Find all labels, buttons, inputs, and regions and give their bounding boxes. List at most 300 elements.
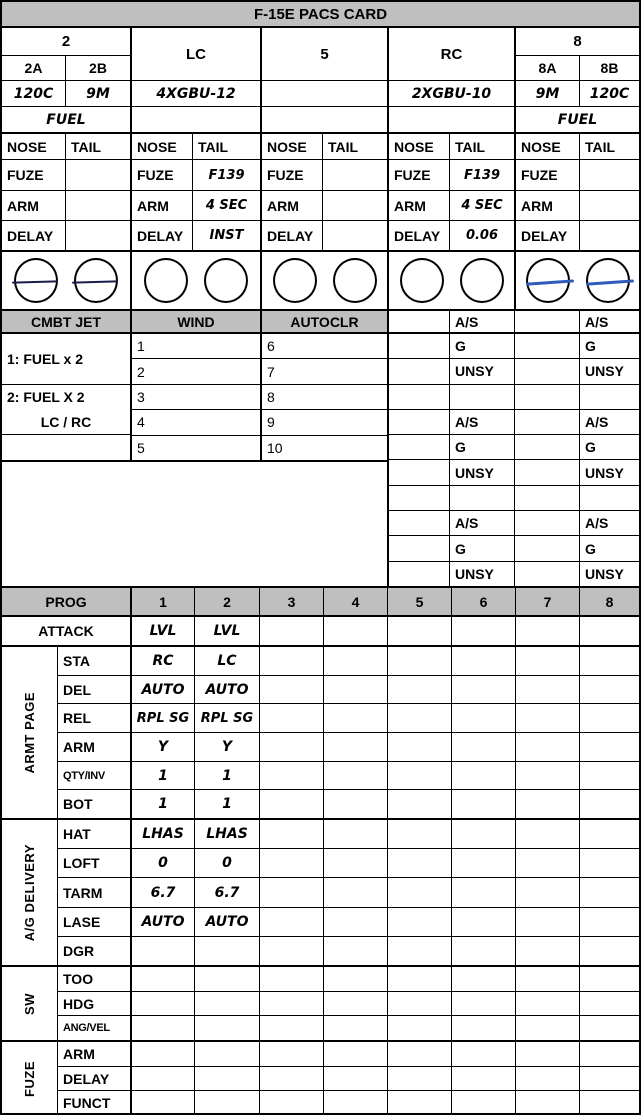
prog-col-3: 3 xyxy=(259,588,323,615)
fuze-arm-label: ARM xyxy=(57,1042,130,1066)
empty-cell xyxy=(387,617,451,645)
lase-prog-2: AUTO xyxy=(194,908,259,936)
empty-cell xyxy=(387,1016,451,1040)
empty-cell xyxy=(323,967,387,991)
del-prog-1: AUTO xyxy=(130,676,194,704)
nose-header: NOSE xyxy=(260,134,322,159)
prog-header-row xyxy=(2,588,639,615)
empty-cell xyxy=(515,434,579,459)
empty-cell xyxy=(451,1042,515,1066)
autoclr-line-9: 9 xyxy=(262,409,387,434)
empty-cell xyxy=(515,409,579,434)
fuel-dial-icon xyxy=(460,258,504,303)
empty-cell xyxy=(579,617,639,645)
ag-delivery-label: A/G DELIVERY xyxy=(22,843,37,942)
empty-cell xyxy=(259,790,323,818)
wind-column xyxy=(130,334,260,460)
dial-cross-mark xyxy=(12,280,58,283)
funct-prog-2 xyxy=(194,1091,259,1115)
empty-cell xyxy=(579,704,639,732)
rel-label: REL xyxy=(57,704,130,732)
empty-cell xyxy=(515,878,579,906)
nose-header: NOSE xyxy=(387,134,449,159)
empty-cell xyxy=(323,908,387,936)
empty-cell xyxy=(515,733,579,761)
wind-header: WIND xyxy=(130,311,260,332)
fuel-dials-station-rc xyxy=(387,252,514,309)
empty-cell xyxy=(515,908,579,936)
delay-label: DELAY xyxy=(260,221,322,250)
cmbt-options-area xyxy=(2,334,387,460)
empty-cell xyxy=(389,434,449,459)
empty-cell xyxy=(515,1067,579,1091)
arm-2-value xyxy=(65,191,130,220)
station-8-header: 8 xyxy=(514,28,639,55)
del-label: DEL xyxy=(57,676,130,704)
fuze-label: FUZE xyxy=(7,167,44,183)
empty-cell xyxy=(387,967,451,991)
delay-rc-value: 0.06 xyxy=(449,221,514,250)
empty-cell xyxy=(389,485,449,510)
fuel-dial-icon xyxy=(400,258,444,303)
as-row: UNSY xyxy=(450,459,514,484)
empty-cell xyxy=(515,485,579,510)
qty-inv-prog-1: 1 xyxy=(130,762,194,790)
fuel-dials-station-8 xyxy=(514,252,639,309)
hdg-label: HDG xyxy=(57,992,130,1016)
fuel-dial-icon xyxy=(273,258,317,303)
as-blank-column-2 xyxy=(514,334,579,586)
card-title: F-15E PACS CARD xyxy=(2,2,639,28)
as-row: G xyxy=(585,338,596,355)
sw-group xyxy=(2,965,639,1040)
hat-row xyxy=(57,820,639,848)
empty-cell xyxy=(579,1016,639,1040)
fuel-lc xyxy=(130,107,260,132)
wind-line-3: 3 xyxy=(132,384,260,409)
empty-cell xyxy=(451,704,515,732)
ang-vel-label: ANG/VEL xyxy=(57,1016,130,1040)
arm-prog-2: Y xyxy=(194,733,259,761)
delay-5-value xyxy=(322,221,387,250)
prog-col-4: 4 xyxy=(323,588,387,615)
empty-cell xyxy=(389,384,449,409)
empty-cell xyxy=(323,704,387,732)
empty-cell xyxy=(259,849,323,877)
empty-cell xyxy=(259,937,323,965)
empty-cell xyxy=(515,647,579,675)
autoclr-header: AUTOCLR xyxy=(260,311,387,332)
sta-row xyxy=(57,647,639,675)
load-lc: 4XGBU-12 xyxy=(130,81,260,106)
hdg-prog-1 xyxy=(130,992,194,1016)
arm-prog-1: Y xyxy=(130,733,194,761)
armt-page-group xyxy=(2,645,639,818)
station-header-grid xyxy=(2,28,639,80)
as-row xyxy=(450,384,514,409)
qty-inv-prog-2: 1 xyxy=(194,762,259,790)
empty-cell xyxy=(515,1042,579,1066)
fuel-dials-station-2 xyxy=(2,252,130,309)
empty-cell xyxy=(515,510,579,535)
empty-cell xyxy=(451,1091,515,1115)
cmbt-section xyxy=(2,309,639,586)
as-row: UNSY xyxy=(580,358,639,383)
empty-cell xyxy=(387,733,451,761)
ang-vel-prog-1 xyxy=(130,1016,194,1040)
empty-cell xyxy=(451,820,515,848)
empty-cell xyxy=(323,1016,387,1040)
arm-5-value xyxy=(322,191,387,220)
empty-cell xyxy=(579,790,639,818)
empty-cell xyxy=(387,762,451,790)
armt-page-label: ARMT PAGE xyxy=(22,691,37,774)
empty-cell xyxy=(259,967,323,991)
empty-cell xyxy=(579,908,639,936)
notes-blank-area xyxy=(2,460,387,586)
load-rc: 2XGBU-10 xyxy=(387,81,514,106)
empty-cell xyxy=(579,1067,639,1091)
wind-line-5: 5 xyxy=(132,435,260,460)
prog-col-6: 6 xyxy=(451,588,515,615)
as-row xyxy=(580,384,639,409)
empty-cell xyxy=(259,1042,323,1066)
cmbt-jet-option-2 xyxy=(2,384,130,435)
empty-cell xyxy=(515,790,579,818)
arm-rc-value: 4 SEC xyxy=(449,191,514,220)
empty-cell xyxy=(387,820,451,848)
hat-prog-2: LHAS xyxy=(194,820,259,848)
bot-prog-2: 1 xyxy=(194,790,259,818)
cmbt-body xyxy=(2,334,639,586)
fuel-dials-station-5 xyxy=(260,252,387,309)
fuel-dial-icon xyxy=(144,258,188,303)
arm-row xyxy=(2,190,639,220)
too-prog-1 xyxy=(130,967,194,991)
sw-label: SW xyxy=(22,992,37,1015)
as-row: UNSY xyxy=(580,459,639,484)
fuel-row xyxy=(2,106,639,132)
empty-cell xyxy=(389,459,449,484)
station-rc-header: RC xyxy=(387,28,514,80)
as-row: UNSY xyxy=(450,358,514,383)
empty-cell xyxy=(515,937,579,965)
as-row xyxy=(580,485,639,510)
empty-cell xyxy=(451,790,515,818)
empty-cell xyxy=(323,733,387,761)
ang-vel-row xyxy=(57,1015,639,1040)
station-8a-header: 8A xyxy=(514,55,579,80)
empty-cell xyxy=(323,878,387,906)
sta-prog-1: RC xyxy=(130,647,194,675)
empty-cell xyxy=(515,1091,579,1115)
cmbt-jet-column xyxy=(2,334,130,460)
arm-label: ARM xyxy=(7,197,39,214)
as-row: UNSY xyxy=(450,561,514,586)
autoclr-line-6: 6 xyxy=(267,338,275,355)
empty-cell xyxy=(387,878,451,906)
as-row: A/S xyxy=(580,510,639,535)
rel-prog-2: RPL SG xyxy=(194,704,259,732)
armt-page-rows xyxy=(57,647,639,818)
hat-prog-1: LHAS xyxy=(130,820,194,848)
fuel-dial-row xyxy=(2,250,639,309)
empty-cell xyxy=(451,967,515,991)
empty-cell xyxy=(259,733,323,761)
station-lc-header: LC xyxy=(130,28,260,80)
armt-page-group-label xyxy=(2,647,57,818)
dial-cross-mark xyxy=(72,280,118,283)
fuel-rc xyxy=(387,107,514,132)
empty-cell xyxy=(451,1016,515,1040)
arm-8-value xyxy=(579,191,639,220)
empty-cell xyxy=(451,647,515,675)
fuze-delay-prog-2 xyxy=(194,1067,259,1091)
empty-cell xyxy=(451,908,515,936)
delay-label: DELAY xyxy=(387,221,449,250)
delay-row xyxy=(2,220,639,250)
tarm-prog-1: 6.7 xyxy=(130,878,194,906)
delay-label: DELAY xyxy=(130,221,192,250)
fuze-5-value xyxy=(322,160,387,190)
empty-cell xyxy=(451,849,515,877)
empty-cell xyxy=(323,849,387,877)
nose-header: NOSE xyxy=(514,134,579,159)
loft-prog-2: 0 xyxy=(194,849,259,877)
wind-line-2: 2 xyxy=(132,358,260,383)
empty-cell xyxy=(387,311,449,332)
station-2b-header: 2B xyxy=(65,55,130,80)
tarm-label: TARM xyxy=(57,878,130,906)
fuze-lc-value: F139 xyxy=(192,160,260,190)
empty-cell xyxy=(387,790,451,818)
empty-cell xyxy=(451,992,515,1016)
prog-header: PROG xyxy=(2,588,130,615)
prog-col-7: 7 xyxy=(515,588,579,615)
empty-cell xyxy=(451,676,515,704)
nose-header: NOSE xyxy=(7,138,47,155)
loadout-row xyxy=(2,80,639,106)
empty-cell xyxy=(515,1016,579,1040)
wind-line-1: 1 xyxy=(137,338,145,355)
fuze-delay-row xyxy=(57,1066,639,1091)
empty-cell xyxy=(323,676,387,704)
cmbt-jet-option-2-sub: LC / RC xyxy=(40,413,92,430)
empty-cell xyxy=(515,384,579,409)
tail-header: TAIL xyxy=(579,134,639,159)
empty-cell xyxy=(259,704,323,732)
fuze-row xyxy=(2,159,639,190)
as-row: A/S xyxy=(450,409,514,434)
autoclr-line-8: 8 xyxy=(262,384,387,409)
loft-label: LOFT xyxy=(57,849,130,877)
fuze-rc-value: F139 xyxy=(449,160,514,190)
empty-cell xyxy=(579,967,639,991)
arm-label: ARM xyxy=(387,191,449,220)
empty-cell xyxy=(579,849,639,877)
sta-prog-2: LC xyxy=(194,647,259,675)
attack-label: ATTACK xyxy=(38,623,94,639)
empty-cell xyxy=(323,1067,387,1091)
attack-prog-2: LVL xyxy=(194,617,259,645)
fuze-label: FUZE xyxy=(22,1060,37,1097)
empty-cell xyxy=(451,937,515,965)
fuel-dial-icon xyxy=(74,258,118,303)
empty-cell xyxy=(451,1067,515,1091)
autoclr-column xyxy=(260,334,387,460)
empty-cell xyxy=(579,762,639,790)
rel-prog-1: RPL SG xyxy=(130,704,194,732)
empty-cell xyxy=(323,1042,387,1066)
as-header: A/S xyxy=(579,311,639,332)
load-8b: 120C xyxy=(579,81,639,106)
fuze-delay-prog-1 xyxy=(130,1067,194,1091)
fuze-arm-row xyxy=(57,1042,639,1066)
load-2b: 9M xyxy=(65,81,130,106)
qty-inv-row xyxy=(57,761,639,790)
empty-cell xyxy=(323,617,387,645)
as-row: A/S xyxy=(450,510,514,535)
empty-cell xyxy=(387,937,451,965)
empty-cell xyxy=(515,992,579,1016)
empty-cell xyxy=(515,849,579,877)
as-row: UNSY xyxy=(580,561,639,586)
tail-header: TAIL xyxy=(65,134,130,159)
empty-cell xyxy=(259,676,323,704)
empty-cell xyxy=(515,704,579,732)
prog-col-5: 5 xyxy=(387,588,451,615)
del-prog-2: AUTO xyxy=(194,676,259,704)
empty-cell xyxy=(259,647,323,675)
delay-2-value xyxy=(65,221,130,250)
ag-delivery-group xyxy=(2,818,639,965)
empty-cell xyxy=(579,676,639,704)
empty-cell xyxy=(389,358,449,383)
sta-label: STA xyxy=(57,647,130,675)
qty-inv-label: QTY/INV xyxy=(57,762,130,790)
empty-cell xyxy=(579,647,639,675)
prog-col-2: 2 xyxy=(194,588,259,615)
lase-label: LASE xyxy=(57,908,130,936)
empty-cell xyxy=(323,1091,387,1115)
too-label: TOO xyxy=(57,967,130,991)
fuel-5 xyxy=(260,107,387,132)
tarm-prog-2: 6.7 xyxy=(194,878,259,906)
empty-cell xyxy=(579,878,639,906)
arm-label: ARM xyxy=(57,733,130,761)
empty-cell xyxy=(579,820,639,848)
wind-line-4: 4 xyxy=(132,409,260,434)
ag-delivery-group-label xyxy=(2,820,57,965)
empty-cell xyxy=(515,358,579,383)
load-2a: 120C xyxy=(13,85,54,102)
fuze-rows xyxy=(57,1042,639,1115)
empty-cell xyxy=(387,676,451,704)
empty-cell xyxy=(323,647,387,675)
attack-row xyxy=(2,615,639,645)
fuel-dial-icon xyxy=(14,258,58,303)
as-value-column-1 xyxy=(449,334,514,586)
fuze-group-label xyxy=(2,1042,57,1115)
arm-row xyxy=(57,732,639,761)
fuel-dial-icon xyxy=(526,258,570,303)
ang-vel-prog-2 xyxy=(194,1016,259,1040)
empty-cell xyxy=(389,561,449,586)
delay-lc-value: INST xyxy=(192,221,260,250)
empty-cell xyxy=(579,1042,639,1066)
delay-label: DELAY xyxy=(514,221,579,250)
tarm-row xyxy=(57,877,639,906)
fuze-label: FUZE xyxy=(260,160,322,190)
fuze-group xyxy=(2,1040,639,1115)
empty-cell xyxy=(323,937,387,965)
empty-cell xyxy=(389,409,449,434)
as-row: A/S xyxy=(580,409,639,434)
empty-cell xyxy=(259,878,323,906)
nose-header: NOSE xyxy=(130,134,192,159)
as-row: G xyxy=(450,434,514,459)
arm-lc-value: 4 SEC xyxy=(192,191,260,220)
hdg-row xyxy=(57,991,639,1016)
bot-prog-1: 1 xyxy=(130,790,194,818)
loft-row xyxy=(57,848,639,877)
empty-cell xyxy=(387,704,451,732)
empty-cell xyxy=(451,617,515,645)
hdg-prog-2 xyxy=(194,992,259,1016)
lase-row xyxy=(57,907,639,936)
station-2-header: 2 xyxy=(61,33,71,50)
dgr-label: DGR xyxy=(57,937,130,965)
fuel-dial-icon xyxy=(586,258,630,303)
cmbt-header-row xyxy=(2,311,639,334)
empty-cell xyxy=(259,1016,323,1040)
empty-cell xyxy=(579,992,639,1016)
prog-col-1: 1 xyxy=(130,588,194,615)
empty-cell xyxy=(514,311,579,332)
fuel-dial-icon xyxy=(204,258,248,303)
fuze-delay-label: DELAY xyxy=(57,1067,130,1091)
empty-cell xyxy=(259,820,323,848)
load-5 xyxy=(260,81,387,106)
load-8a: 9M xyxy=(514,81,579,106)
empty-cell xyxy=(387,1091,451,1115)
as-row: G xyxy=(455,338,466,355)
empty-cell xyxy=(515,617,579,645)
arm-label: ARM xyxy=(130,191,192,220)
prog-section xyxy=(2,586,639,1115)
hat-label: HAT xyxy=(57,820,130,848)
empty-cell xyxy=(323,790,387,818)
as-header: A/S xyxy=(449,311,514,332)
empty-cell xyxy=(515,334,579,358)
cmbt-jet-option-2-label: 2: FUEL X 2 xyxy=(7,388,85,405)
tail-header: TAIL xyxy=(192,134,260,159)
station-5-header: 5 xyxy=(260,28,387,80)
delay-8-value xyxy=(579,221,639,250)
empty-cell xyxy=(387,647,451,675)
arm-label: ARM xyxy=(260,191,322,220)
dial-cross-mark xyxy=(525,279,573,285)
empty-cell xyxy=(323,820,387,848)
empty-cell xyxy=(389,510,449,535)
empty-cell xyxy=(579,1091,639,1115)
too-prog-2 xyxy=(194,967,259,991)
loft-prog-1: 0 xyxy=(130,849,194,877)
empty-cell xyxy=(515,820,579,848)
fuze-arm-prog-2 xyxy=(194,1042,259,1066)
cmbt-jet-option-1: 1: FUEL x 2 xyxy=(7,350,83,367)
delay-label: DELAY xyxy=(7,227,54,244)
